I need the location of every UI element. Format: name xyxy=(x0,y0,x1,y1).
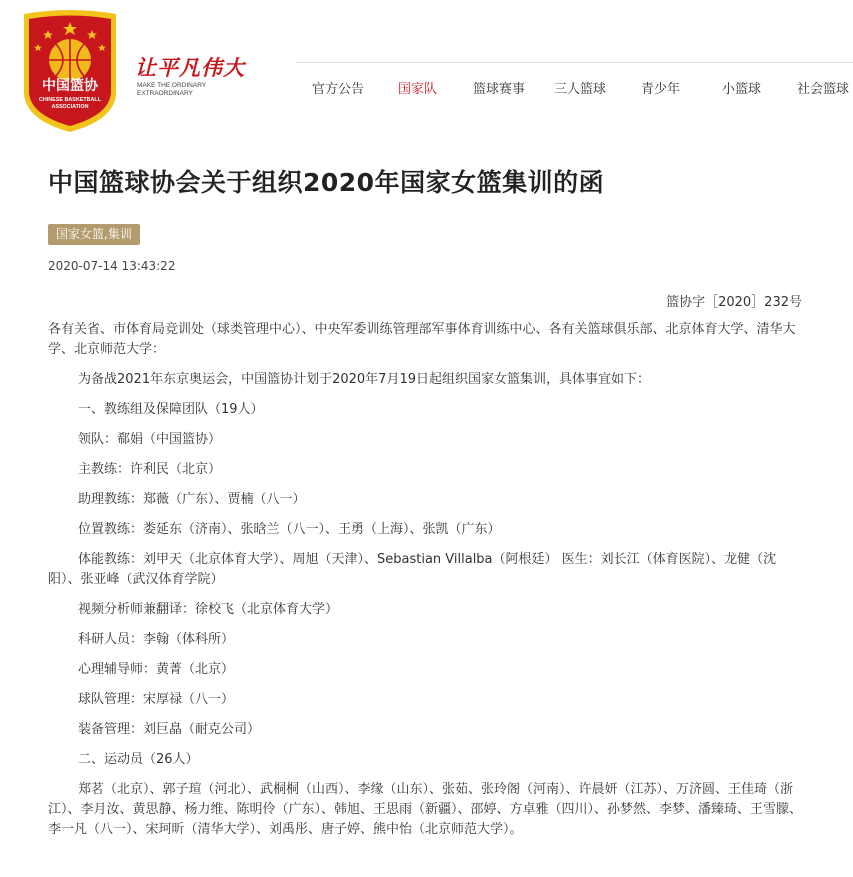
nav-item-youth[interactable]: 青少年 xyxy=(641,82,681,97)
document-number: 篮协字［2020］232号 xyxy=(666,295,802,310)
article-paragraph: 助理教练：郑薇（广东）、贾楠（八一） xyxy=(78,492,306,507)
article-date: 2020-07-14 13:43:22 xyxy=(48,259,176,273)
article-paragraph: 球队管理：宋厚禄（八一） xyxy=(78,692,235,707)
nav-item-announcements[interactable]: 官方公告 xyxy=(312,82,365,97)
svg-text:中国篮协: 中国篮协 xyxy=(42,78,98,94)
article-paragraph: 郑茗（北京）、郭子瑄（河北）、武桐桐（山西）、李缘（山东）、张茹、张玲阁（河南）、许晨妍（江苏）、万济圆、王佳琦（浙江）、李月汝、黄思静、杨力维、陈明伶（广东）、韩旭、王思雨（新疆）、邵婷、方卓雅（四川）、孙梦然、李梦、潘臻琦、王雪朦、李一凡（八一）、宋珂昕（清华大学）、刘禹彤、唐子婷、熊中怡（北京师范大学）。 xyxy=(48,782,803,837)
article-tag[interactable]: 国家女篮,集训 xyxy=(48,224,140,245)
nav-item-national-team[interactable]: 国家队 xyxy=(398,82,438,97)
addressee-paragraph: 各有关省、市体育局竞训处（球类管理中心）、中央军委训练管理部军事体育训练中心、各有关篮球俱乐部、北京体育大学、清华大学、北京师范大学： xyxy=(48,322,796,357)
article-paragraph: 位置教练：娄延东（济南）、张晗兰（八一）、王勇（上海）、张凯（广东） xyxy=(78,522,501,537)
article-paragraph: 主教练：许利民（北京） xyxy=(78,462,222,477)
slogan-main-text: 让平凡伟大 xyxy=(135,56,245,80)
article-paragraph: 二、运动员（26人） xyxy=(78,752,199,767)
cba-shield-icon xyxy=(18,8,122,134)
article-title: 中国篮球协会关于组织2020年国家女篮集训的函 xyxy=(48,168,605,197)
article-paragraph: 装备管理：刘巨皛（耐克公司） xyxy=(78,722,261,737)
svg-text:CHINESE BASKETBALL: CHINESE BASKETBALL xyxy=(39,97,101,103)
article-paragraph: 科研人员：李翰（体科所） xyxy=(78,632,235,647)
nav-item-3x3[interactable]: 三人篮球 xyxy=(554,82,607,97)
article-body xyxy=(48,320,808,850)
article-paragraph: 为备战2021年东京奥运会，中国篮协计划于2020年7月19日起组织国家女篮集训，具体事宜如下： xyxy=(78,372,650,387)
nav-item-mini-basketball[interactable]: 小篮球 xyxy=(722,82,762,97)
svg-text:ASSOCIATION: ASSOCIATION xyxy=(51,104,89,110)
article-paragraph: 视频分析师兼翻译：徐校飞（北京体育大学） xyxy=(78,602,339,617)
slogan-sub-text: MAKE THE ORDINARY EXTRAORDINARY xyxy=(137,82,207,97)
article-paragraph: 一、教练组及保障团队（19人） xyxy=(78,402,264,417)
article-paragraph: 心理辅导师：黄菁（北京） xyxy=(78,662,235,677)
cba-logo[interactable] xyxy=(18,8,122,134)
nav-item-competitions[interactable]: 篮球赛事 xyxy=(473,82,526,97)
nav-divider xyxy=(296,62,853,63)
nav-item-community[interactable]: 社会篮球 xyxy=(797,82,850,97)
main-nav xyxy=(296,78,853,98)
slogan xyxy=(135,52,245,104)
article-paragraph: 领队：郗娟（中国篮协） xyxy=(78,432,222,447)
article-paragraph: 体能教练：刘甲天（北京体育大学）、周旭（天津）、Sebastian Villalba（阿根廷） 医生：刘长江（体育医院）、龙健（沈阳）、张亚峰（武汉体育学院） xyxy=(48,552,777,587)
